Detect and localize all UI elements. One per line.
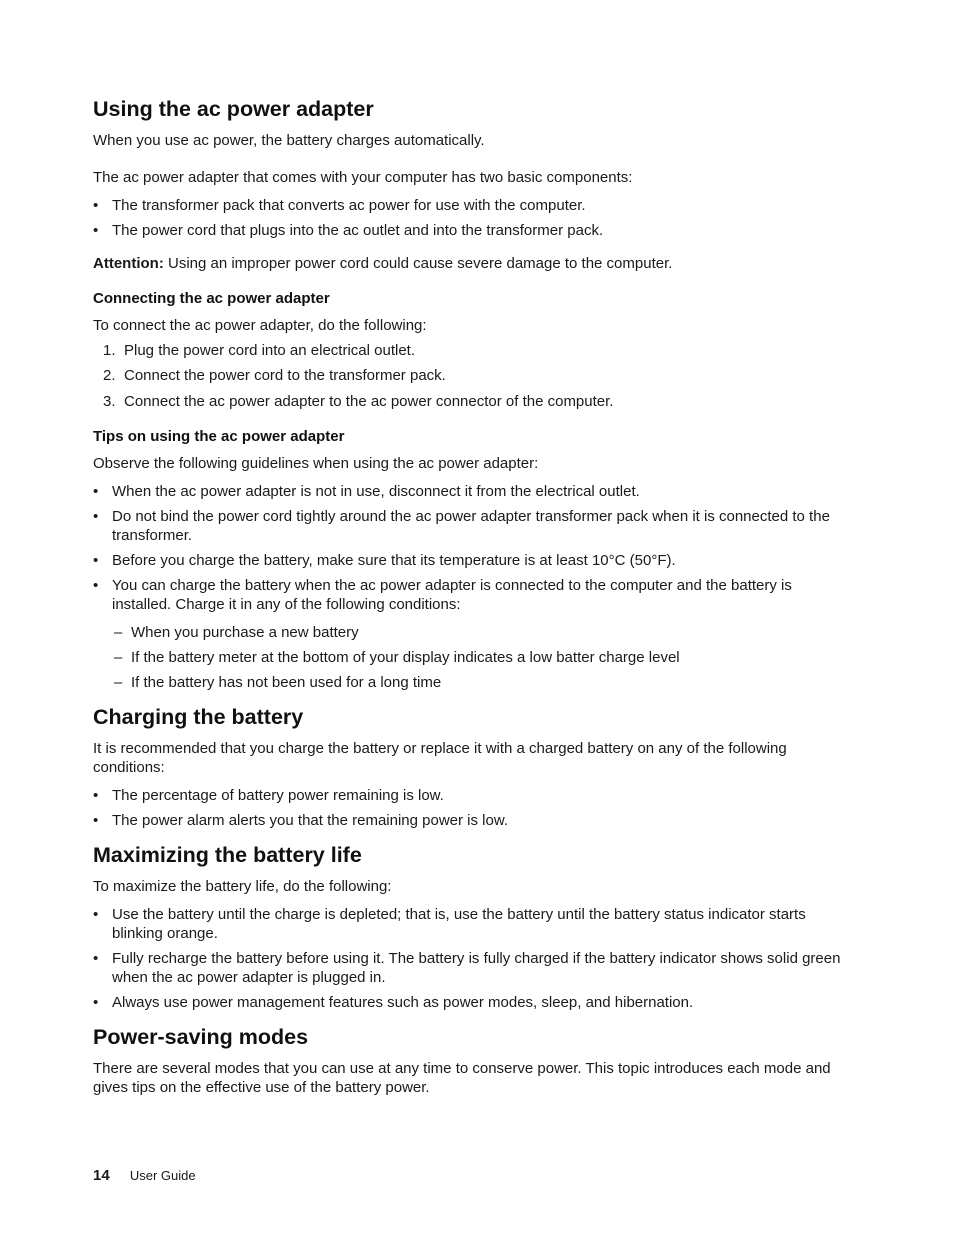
paragraph: When you use ac power, the battery charges automatically. <box>93 132 485 149</box>
list-item: • The percentage of battery power remaining is low. <box>93 786 849 805</box>
attention-note <box>93 254 849 273</box>
paragraph: To connect the ac power adapter, do the following: <box>93 317 427 334</box>
step-text: Plug the power cord into an electrical outlet. <box>124 342 415 359</box>
step-number: 1. <box>103 342 116 359</box>
bullet-list <box>93 196 849 240</box>
paragraph: It is recommended that you charge the battery or replace it with a charged battery on any of the following conditions: <box>93 740 787 776</box>
step-text: Connect the power cord to the transformer pack. <box>124 367 446 384</box>
step-number: 2. <box>103 367 116 384</box>
list-item: • When the ac power adapter is not in use, disconnect it from the electrical outlet. <box>93 482 849 501</box>
page-number: 14 <box>93 1167 110 1184</box>
paragraph: Observe the following guidelines when using the ac power adapter: <box>93 455 539 472</box>
list-item: • Do not bind the power cord tightly around the ac power adapter transformer pack when it is connected to the transformer. <box>93 507 849 545</box>
list-item: • Always use power management features such as power modes, sleep, and hibernation. <box>93 993 849 1012</box>
sub-list-item: – When you purchase a new battery <box>112 623 849 642</box>
list-item: • Fully recharge the battery before using it. The battery is fully charged if the battery indicator shows solid green when the ac power adapter is plugged in. <box>93 949 849 987</box>
list-item: • Use the battery until the charge is depleted; that is, use the battery until the battery status indicator starts blinking orange. <box>93 905 849 943</box>
sub-list <box>112 623 849 692</box>
paragraph: The ac power adapter that comes with your computer has two basic components: <box>93 169 633 186</box>
list-item: • The power alarm alerts you that the remaining power is low. <box>93 811 849 830</box>
heading-maximizing-battery-life: Maximizing the battery life <box>93 843 362 867</box>
sub-list-item: – If the battery meter at the bottom of your display indicates a low batter charge level <box>112 648 849 667</box>
numbered-list <box>93 341 849 411</box>
step-number: 3. <box>103 393 116 410</box>
bullet-list <box>93 786 849 830</box>
paragraph: There are several modes that you can use at any time to conserve power. This topic introduces each mode and gives tips on the effective use of the battery power. <box>93 1060 831 1096</box>
heading-power-saving-modes: Power-saving modes <box>93 1025 309 1049</box>
list-item <box>93 366 849 385</box>
bullet-list <box>93 905 849 1012</box>
list-item: • The transformer pack that converts ac power for use with the computer. <box>93 196 849 215</box>
bullet-list <box>93 482 849 614</box>
heading-tips-ac-power-adapter: Tips on using the ac power adapter <box>93 428 345 445</box>
heading-using-ac-power-adapter: Using the ac power adapter <box>93 97 374 121</box>
list-item <box>93 392 849 411</box>
list-item: • The power cord that plugs into the ac outlet and into the transformer pack. <box>93 221 849 240</box>
list-item: • Before you charge the battery, make sure that its temperature is at least 10°C (50°F). <box>93 551 849 570</box>
heading-charging-the-battery: Charging the battery <box>93 705 304 729</box>
attention-text: Using an improper power cord could cause severe damage to the computer. <box>167 255 673 272</box>
page-content <box>93 96 849 1097</box>
sub-list-item: – If the battery has not been used for a long time <box>112 673 849 692</box>
heading-connecting-ac-power-adapter: Connecting the ac power adapter <box>93 290 330 307</box>
list-item <box>93 341 849 360</box>
page-footer <box>93 1166 196 1185</box>
list-item: • You can charge the battery when the ac power adapter is connected to the computer and the battery is installed. Charge it in any of the following conditions: <box>93 576 849 614</box>
step-text: Connect the ac power adapter to the ac power connector of the computer. <box>124 393 614 410</box>
guide-title: User Guide <box>129 1168 196 1183</box>
attention-label: Attention: <box>93 255 164 272</box>
paragraph: To maximize the battery life, do the following: <box>93 878 392 895</box>
